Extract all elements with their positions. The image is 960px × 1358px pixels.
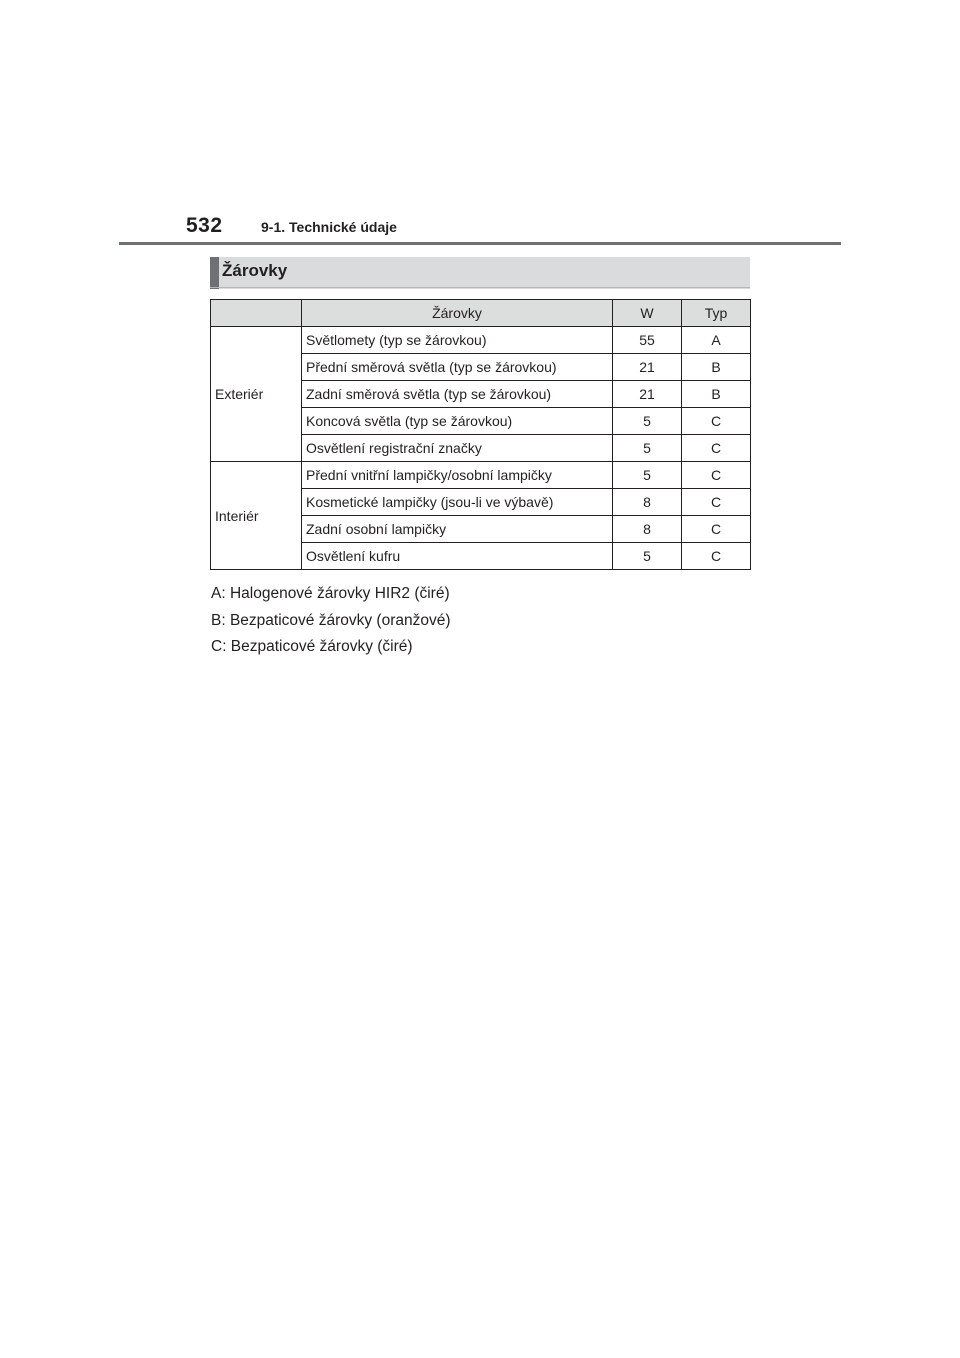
bulb-name: Přední směrová světla (typ se žárovkou) <box>302 354 613 381</box>
bulbs-table <box>210 299 751 570</box>
bulb-type: C <box>682 462 751 489</box>
bulb-type: C <box>682 489 751 516</box>
legend-item-a: A: Halogenové žárovky HIR2 (čiré) <box>211 585 450 602</box>
bulb-type: B <box>682 381 751 408</box>
section-reference: 9-1. Technické údaje <box>261 219 397 235</box>
bulb-name: Přední vnitřní lampičky/osobní lampičky <box>302 462 613 489</box>
bulb-watts: 55 <box>613 327 682 354</box>
group-label-exterior: Exteriér <box>211 327 302 462</box>
bulb-name: Zadní osobní lampičky <box>302 516 613 543</box>
legend-item-c: C: Bezpaticové žárovky (čiré) <box>211 638 413 655</box>
column-header-type: Typ <box>682 300 751 327</box>
table-row <box>211 327 751 354</box>
bulb-type: C <box>682 408 751 435</box>
group-label-interior: Interiér <box>211 462 302 570</box>
legend-item-b: B: Bezpaticové žárovky (oranžové) <box>211 611 451 629</box>
section-heading: Žárovky <box>210 257 750 289</box>
bulb-watts: 5 <box>613 543 682 570</box>
bulb-name: Světlomety (typ se žárovkou) <box>302 327 613 354</box>
bulb-watts: 5 <box>613 408 682 435</box>
table-row <box>211 462 751 489</box>
bulb-name: Koncová světla (typ se žárovkou) <box>302 408 613 435</box>
section-heading-underline <box>210 287 750 288</box>
bulb-watts: 21 <box>613 354 682 381</box>
bulb-type: C <box>682 543 751 570</box>
bulb-name: Kosmetické lampičky (jsou-li ve výbavě) <box>302 489 613 516</box>
column-header-watts: W <box>613 300 682 327</box>
bulb-type: C <box>682 516 751 543</box>
bulb-watts: 8 <box>613 516 682 543</box>
bulb-type-legend <box>211 581 451 661</box>
bulb-watts: 5 <box>613 462 682 489</box>
page-number: 532 <box>186 214 223 237</box>
column-header-bulbs: Žárovky <box>302 300 613 327</box>
bulb-name: Osvětlení registrační značky <box>302 435 613 462</box>
bulb-type: C <box>682 435 751 462</box>
table-header-row <box>211 300 751 327</box>
bulb-name: Osvětlení kufru <box>302 543 613 570</box>
bulb-name: Zadní směrová světla (typ se žárovkou) <box>302 381 613 408</box>
column-header-group <box>211 300 302 327</box>
bulb-watts: 21 <box>613 381 682 408</box>
header-rule <box>119 242 841 245</box>
bulb-type: A <box>682 327 751 354</box>
bulb-type: B <box>682 354 751 381</box>
bulb-watts: 8 <box>613 489 682 516</box>
bulb-watts: 5 <box>613 435 682 462</box>
